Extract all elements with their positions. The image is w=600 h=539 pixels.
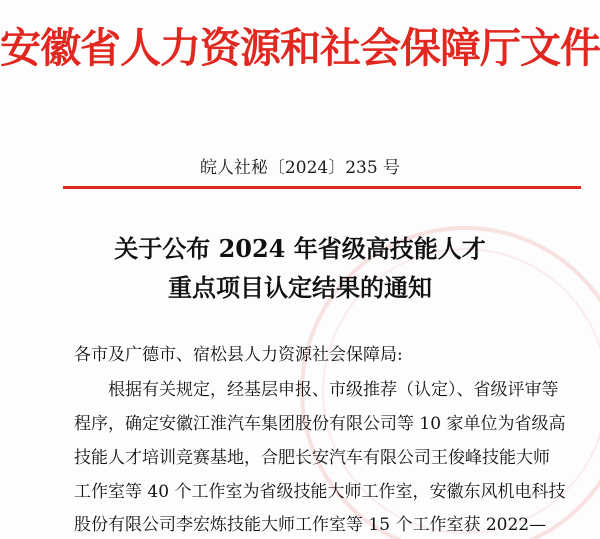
body-text-line-1: 根据有关规定，经基层申报、市级推荐（认定）、省级评审等 (108, 380, 559, 400)
document-number: 皖人社秘〔2024〕235 号 (199, 158, 401, 178)
body-text-line-4: 工作室等 40 个工作室为省级技能大师工作室，安徽东风机电科技 (74, 482, 566, 502)
salutation: 各市及广德市、宿松县人力资源社会保障局: (74, 345, 403, 365)
notice-title-line-2: 重点项目认定结果的通知 (168, 273, 432, 302)
red-divider-line (63, 186, 581, 189)
body-text-line-5: 股份有限公司李宏炼技能大师工作室等 15 个工作室获 2022— (74, 515, 547, 535)
body-text-line-2: 程序，确定安徽江淮汽车集团股份有限公司等 10 家单位为省级高 (74, 414, 566, 434)
notice-title-line-1: 关于公布 2024 年省级高技能人才 (114, 234, 486, 263)
body-text-line-3: 技能人才培训竞赛基地，合肥长安汽车有限公司王俊峰技能大师 (74, 448, 550, 468)
agency-header-title: 安徽省人力资源和社会保障厅文件 (0, 24, 600, 72)
